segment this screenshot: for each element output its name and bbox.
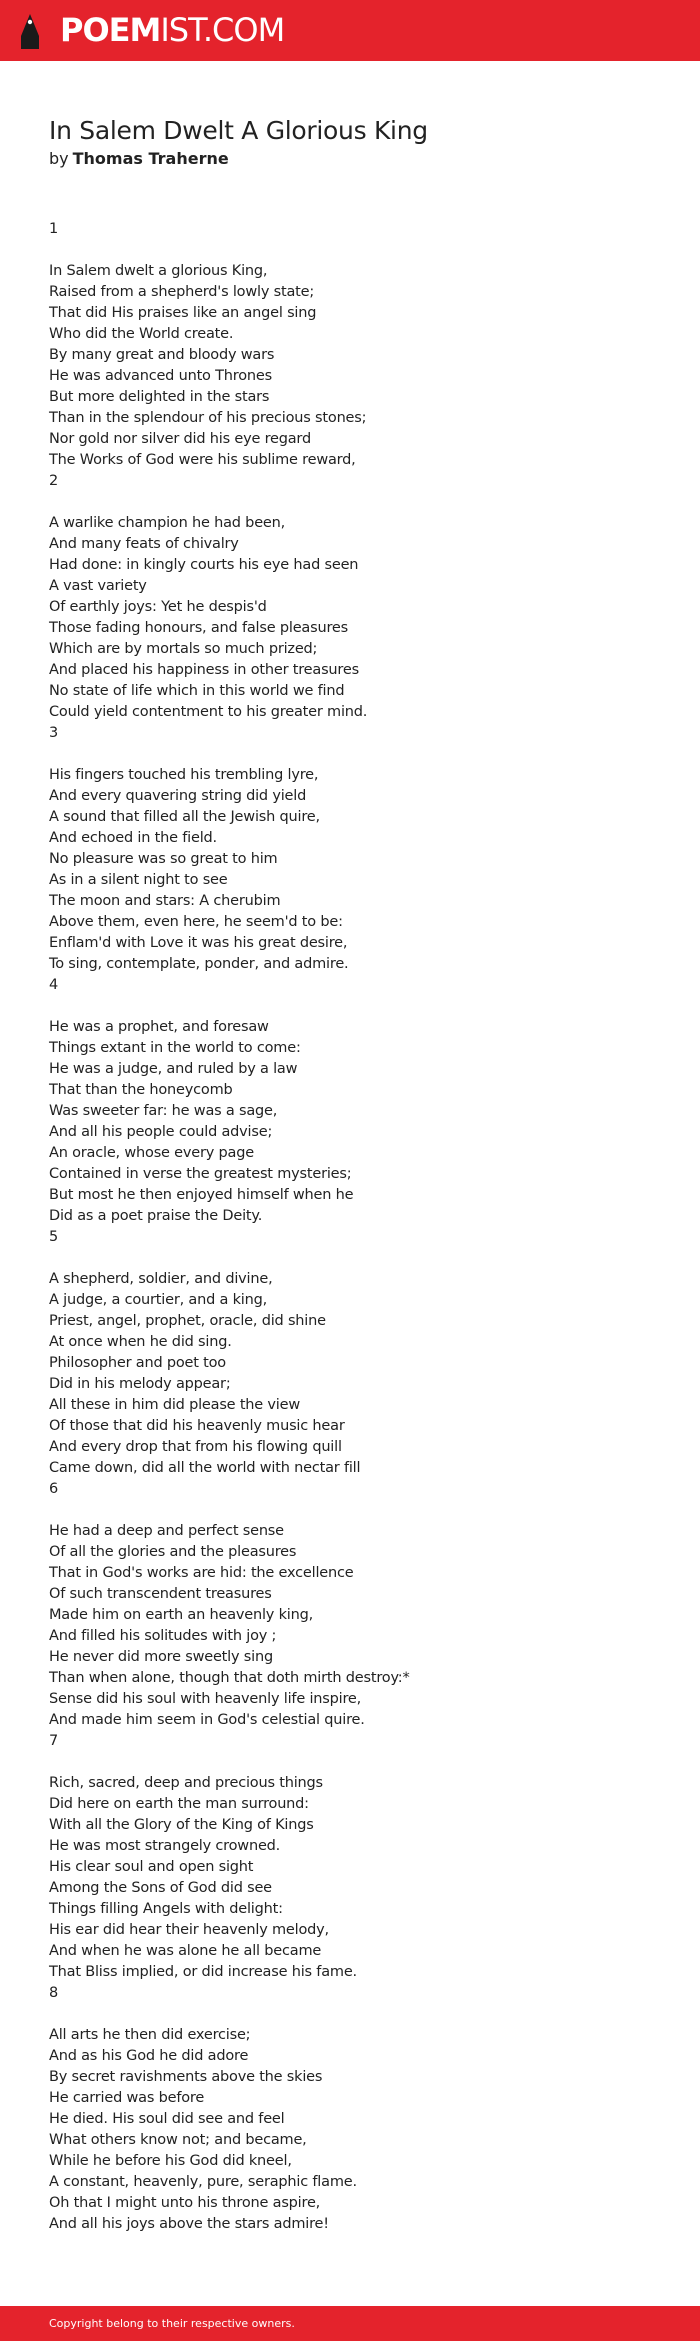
poem-line: What others know not; and became, (49, 2132, 307, 2148)
poem-line: Rich, sacred, deep and precious things (49, 1775, 323, 1791)
logo-bold-text: POEM (60, 11, 161, 49)
poem-title: In Salem Dwelt A Glorious King (49, 116, 428, 145)
poem-line: Was sweeter far: he was a sage, (49, 1103, 278, 1119)
poem-line: He died. His soul did see and feel (49, 2111, 285, 2127)
poem-line: Of earthly joys: Yet he despis'd (49, 599, 267, 615)
poem-line: And as his God he did adore (49, 2048, 249, 2064)
poem-line: All arts he then did exercise; (49, 2027, 251, 2043)
poem-line: Of those that did his heavenly music hear (49, 1418, 345, 1434)
poem-line: By secret ravishments above the skies (49, 2069, 323, 2085)
poem-line: The Works of God were his sublime reward, (49, 452, 356, 468)
poem-line: Above them, even here, he seem'd to be: (49, 914, 343, 930)
poem-line: That Bliss implied, or did increase his fame. (49, 1964, 357, 1980)
stanza-spacer (49, 1500, 669, 1521)
poem-line: Came down, did all the world with nectar fill (49, 1460, 361, 1476)
poem-line: In Salem dwelt a glorious King, (49, 263, 268, 279)
poem-line: And all his joys above the stars admire! (49, 2216, 329, 2232)
poem-line: Contained in verse the greatest mysteries; (49, 1166, 352, 1182)
byline (49, 148, 229, 170)
poem-line: The moon and stars: A cherubim (49, 893, 281, 909)
poem-line: A shepherd, soldier, and divine, (49, 1271, 273, 1287)
poem-line: No pleasure was so great to him (49, 851, 278, 867)
poem-line: Things extant in the world to come: (49, 1040, 301, 1056)
poem-line: Of all the glories and the pleasures (49, 1544, 297, 1560)
poem-line: And all his people could advise; (49, 1124, 273, 1140)
poem-line: At once when he did sing. (49, 1334, 232, 1350)
poem-line: He was a prophet, and foresaw (49, 1019, 269, 1035)
poem-line: While he before his God did kneel, (49, 2153, 292, 2169)
poem-line: That did His praises like an angel sing (49, 305, 317, 321)
by-label: by (49, 149, 69, 168)
footer-bar (0, 2306, 700, 2341)
poem-line: With all the Glory of the King of Kings (49, 1817, 314, 1833)
logo-light-text: IST.COM (160, 11, 285, 49)
poem-line: As in a silent night to see (49, 872, 228, 888)
stanza-number: 3 (49, 725, 59, 741)
poem-line: And echoed in the field. (49, 830, 217, 846)
poem-line: Philosopher and poet too (49, 1355, 226, 1371)
poem-line: Priest, angel, prophet, oracle, did shine (49, 1313, 326, 1329)
stanza-number: 6 (49, 1481, 59, 1497)
poem-line: A sound that filled all the Jewish quire, (49, 809, 320, 825)
stanza-number: 1 (49, 221, 59, 237)
poem-line: Could yield contentment to his greater mind. (49, 704, 368, 720)
poem-line: That than the honeycomb (49, 1082, 233, 1098)
poem-line: And filled his solitudes with joy ; (49, 1628, 277, 1644)
poem-line: No state of life which in this world we find (49, 683, 345, 699)
poem-line: A judge, a courtier, and a king, (49, 1292, 268, 1308)
poem-line: His fingers touched his trembling lyre, (49, 767, 319, 783)
poem-line: But most he then enjoyed himself when he (49, 1187, 354, 1203)
top-bar (0, 0, 700, 61)
stanza-spacer (49, 744, 669, 765)
poem-line: A constant, heavenly, pure, seraphic flame. (49, 2174, 357, 2190)
stanza-spacer (49, 240, 669, 261)
poem-line: And placed his happiness in other treasures (49, 662, 359, 678)
poem-line: An oracle, whose every page (49, 1145, 254, 1161)
poem-line: That in God's works are hid: the excellence (49, 1565, 354, 1581)
poem-line: And made him seem in God's celestial quire. (49, 1712, 365, 1728)
poem-line: Who did the World create. (49, 326, 234, 342)
poem-line: His clear soul and open sight (49, 1859, 254, 1875)
pen-nib-icon (17, 12, 43, 50)
stanza-spacer (49, 2004, 669, 2025)
poem-line: Which are by mortals so much prized; (49, 641, 318, 657)
poem-line: Those fading honours, and false pleasures (49, 620, 348, 636)
poem-line: Raised from a shepherd's lowly state; (49, 284, 315, 300)
poem-line: All these in him did please the view (49, 1397, 301, 1413)
poem-line: Made him on earth an heavenly king, (49, 1607, 314, 1623)
poem-line: By many great and bloody wars (49, 347, 275, 363)
poem-line: Among the Sons of God did see (49, 1880, 272, 1896)
poem-line: He had a deep and perfect sense (49, 1523, 284, 1539)
poem-line: To sing, contemplate, ponder, and admire. (49, 956, 349, 972)
poem-line: Than when alone, though that doth mirth destroy:* (49, 1670, 410, 1686)
poem-line: Nor gold nor silver did his eye regard (49, 431, 311, 447)
poem-line: Oh that I might unto his throne aspire, (49, 2195, 321, 2211)
poem-line: Did in his melody appear; (49, 1376, 231, 1392)
poem-line: He was a judge, and ruled by a law (49, 1061, 298, 1077)
stanza-spacer (49, 996, 669, 1017)
stanza-number: 5 (49, 1229, 59, 1245)
poem-line: A vast variety (49, 578, 147, 594)
stanza-spacer (49, 1248, 669, 1269)
poem-line: And many feats of chivalry (49, 536, 239, 552)
poem-line: He carried was before (49, 2090, 205, 2106)
stanza-number: 7 (49, 1733, 59, 1749)
poem-line: Sense did his soul with heavenly life inspire, (49, 1691, 362, 1707)
copyright-text: Copyright belong to their respective owners. (49, 2317, 295, 2330)
poem-body (49, 219, 669, 2235)
poem-line: Did as a poet praise the Deity. (49, 1208, 263, 1224)
poem-line: But more delighted in the stars (49, 389, 270, 405)
poem-line: His ear did hear their heavenly melody, (49, 1922, 329, 1938)
author-name: Thomas Traherne (72, 149, 229, 168)
poem-line: He was most strangely crowned. (49, 1838, 281, 1854)
poem-line: Enflam'd with Love it was his great desire, (49, 935, 348, 951)
poem-line: And when he was alone he all became (49, 1943, 322, 1959)
stanza-number: 2 (49, 473, 59, 489)
poem-line: Had done: in kingly courts his eye had seen (49, 557, 359, 573)
stanza-number: 8 (49, 1985, 59, 2001)
poem-line: He was advanced unto Thrones (49, 368, 272, 384)
poem-line: He never did more sweetly sing (49, 1649, 273, 1665)
poem-line: And every quavering string did yield (49, 788, 307, 804)
stanza-number: 4 (49, 977, 59, 993)
poem-line: A warlike champion he had been, (49, 515, 286, 531)
poem-line: Did here on earth the man surround: (49, 1796, 309, 1812)
stanza-spacer (49, 492, 669, 513)
poem-line: Things filling Angels with delight: (49, 1901, 283, 1917)
poem-line: And every drop that from his flowing quill (49, 1439, 342, 1455)
poem-line: Than in the splendour of his precious stones; (49, 410, 367, 426)
site-logo[interactable] (60, 8, 284, 52)
poem-line: Of such transcendent treasures (49, 1586, 272, 1602)
stanza-spacer (49, 1752, 669, 1773)
